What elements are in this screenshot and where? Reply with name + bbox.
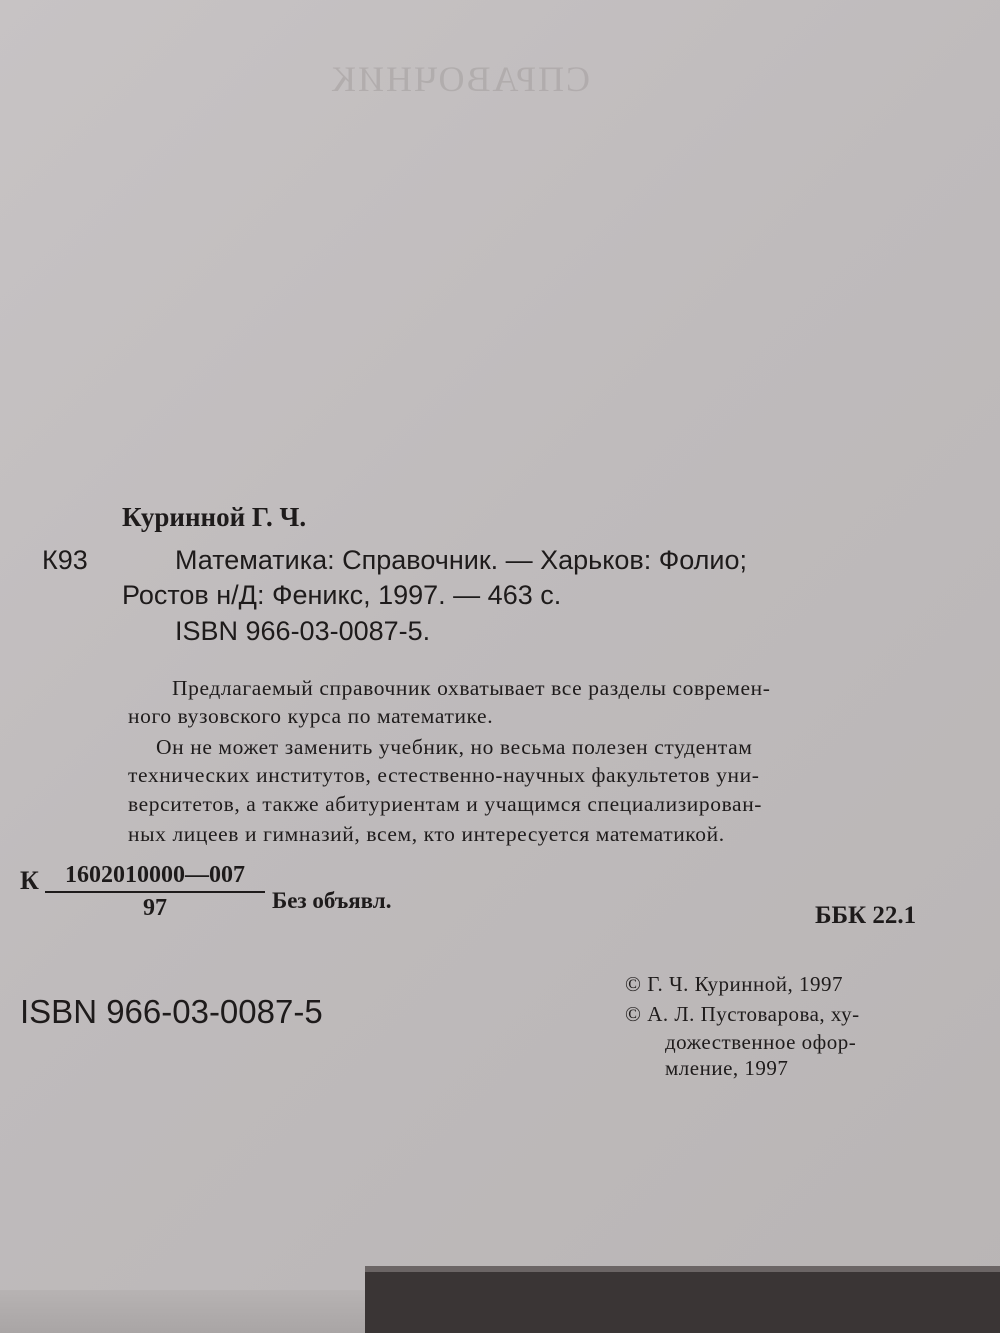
- bleed-through-title: СПРАВОЧНИК: [330, 59, 590, 99]
- description-line-6: ных лицеев и гимназий, всем, кто интересуется математикой.: [128, 822, 725, 846]
- description-line-5: верситетов, а также абитуриентам и учащимся специализирован-: [128, 792, 763, 816]
- page-bottom-shadow: [0, 1290, 365, 1333]
- description-line-1: Предлагаемый справочник охватывает все разделы современ-: [172, 676, 771, 700]
- description-line-3: Он не может заменить учебник, но весьма полезен студентам: [156, 735, 753, 759]
- description-line-2: ного вузовского курса по математике.: [128, 704, 494, 728]
- bbk-code: ББК 22.1: [815, 902, 917, 929]
- price-note: Без объявл.: [272, 888, 392, 913]
- copyright-line-2: © А. Л. Пустоварова, ху-: [625, 1002, 860, 1026]
- biblio-line-3: ISBN 966-03-0087-5.: [175, 616, 431, 646]
- catalog-numerator: 1602010000—007: [45, 862, 265, 893]
- copyright-line-1: © Г. Ч. Куринной, 1997: [625, 972, 844, 996]
- biblio-line-2: Ростов н/Д: Феникс, 1997. — 463 с.: [122, 580, 562, 610]
- isbn-number: ISBN 966-03-0087-5: [20, 993, 323, 1030]
- copyright-line-3: дожественное офор-: [665, 1030, 857, 1054]
- author-name: Куринной Г. Ч.: [122, 502, 307, 532]
- description-line-4: технических институтов, естественно-научных факультетов уни-: [128, 763, 760, 787]
- biblio-line-1: Математика: Справочник. — Харьков: Фолио;: [175, 545, 748, 575]
- index-code: К93: [42, 545, 88, 575]
- cover-edge: [365, 1272, 1000, 1333]
- copyright-line-4: мление, 1997: [665, 1056, 789, 1080]
- catalog-fraction: [45, 862, 265, 922]
- catalog-denominator: 97: [143, 895, 167, 921]
- catalog-letter: К: [20, 866, 39, 895]
